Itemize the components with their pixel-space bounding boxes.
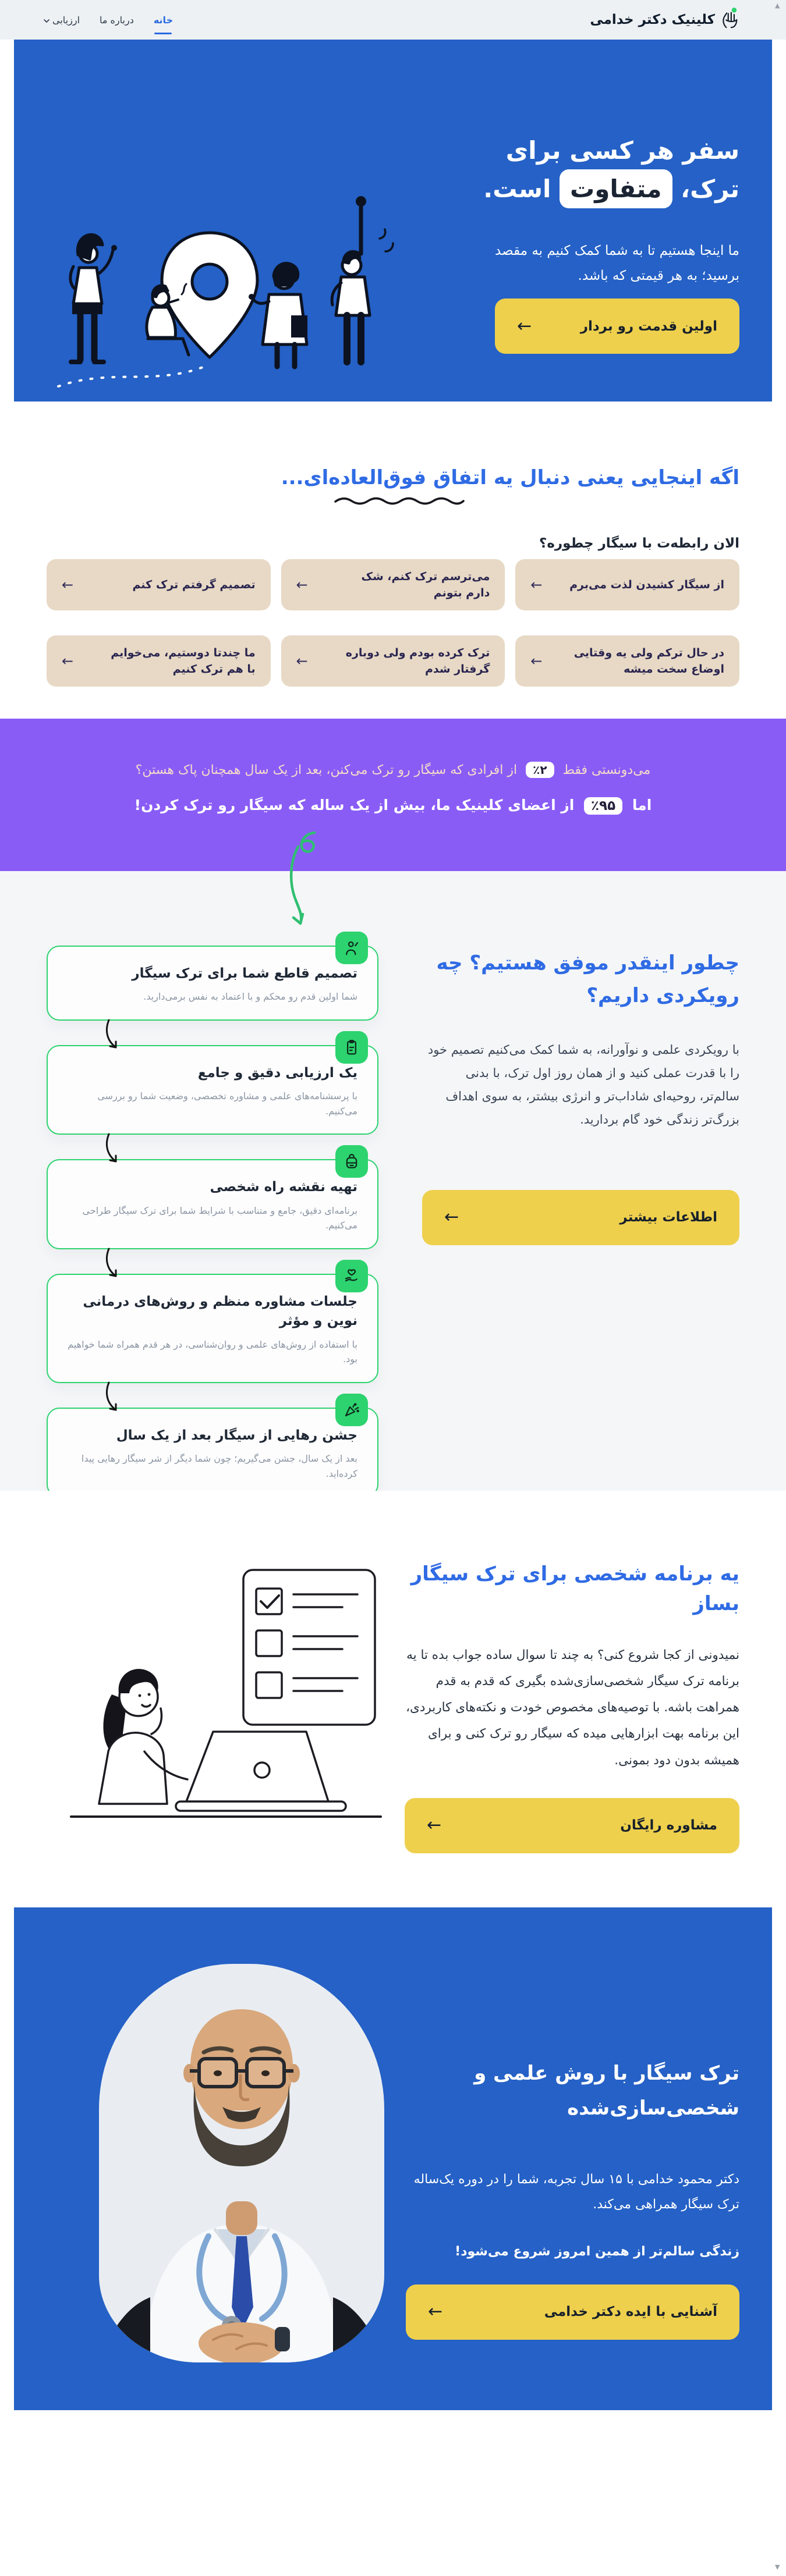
hero-title-highlight: متفاوت — [560, 169, 672, 208]
step-card-sessions: جلسات مشاوره منظم و روش‌های درمانی نوین و مؤثر با استفاده از روش‌های علمی و روان‌شناسی، در هر قدم همراه شما خواهیم بود. — [47, 1274, 378, 1383]
relationship-section — [0, 401, 786, 719]
step-card-assessment: یک ارزیابی دقیق و جامع با پرسشنامه‌های علمی و مشاوره تخصصی، وضعیت شما رو بررسی می‌کنیم. — [47, 1045, 378, 1135]
hand-sprout-logo-icon — [721, 6, 741, 34]
doctor-emphasis: زندگی سالم‌تر از همین امروز شروع می‌شود! — [455, 2244, 739, 2259]
option-card[interactable]: ما چندتا دوستیم، می‌خوایم با هم ترک کنیم ← — [47, 635, 271, 687]
backpack-icon — [335, 1145, 368, 1178]
percent-badge: ٪۹۵ — [584, 797, 622, 815]
arrow-left-icon: ← — [62, 577, 74, 593]
arrow-left-icon: ← — [296, 653, 308, 669]
option-card[interactable]: می‌ترسم ترک کنم، شک دارم بتونم ← — [281, 559, 505, 610]
approach-text — [422, 871, 739, 1491]
header — [0, 0, 786, 40]
scroll-up-icon[interactable]: ▲ — [775, 2, 780, 9]
nav-item-home[interactable]: خانه — [153, 14, 174, 26]
hero-text — [481, 40, 772, 354]
arrow-left-icon: ← — [296, 577, 308, 593]
step-card-decision: تصمیم قاطع شما برای ترک سیگار شما اولین قدم رو محکم و با اعتماد به نفس برمی‌دارید. — [47, 946, 378, 1021]
relationship-options — [47, 559, 739, 687]
hero-illustration — [35, 151, 419, 401]
plan-title: یه برنامه شخصی برای ترک سیگار بساز — [410, 1562, 739, 1615]
option-card[interactable]: از سیگار کشیدن لذت می‌برم ← — [515, 559, 739, 610]
stats-section — [0, 719, 786, 871]
plan-text — [405, 1491, 739, 1907]
squiggle-underline — [333, 496, 466, 505]
hero-title: سفر هر کسی برای ترک، متفاوت است. — [481, 132, 739, 208]
approach-title: چطور اینقدر موفق هستیم؟ چه رویکردی داریم؟ — [436, 951, 739, 1008]
doctor-photo — [99, 1964, 384, 2362]
curved-down-arrow-icon — [103, 1132, 123, 1166]
green-doodle-arrow-icon — [281, 829, 324, 928]
arrow-left-icon: ← — [444, 1207, 459, 1228]
relationship-title: اگه اینجایی یعنی دنبال یه اتفاق فوق‌العاده‌ای... — [281, 466, 739, 489]
arrow-left-icon: ← — [517, 315, 532, 336]
plan-paragraph: نمیدونی از کجا شروع کنی؟ به چند تا سوال ساده جواب بده تا یه برنامه ترک سیگار شخصی‌سازی‌شده بگیری که قدم به قدم همراهت باشه. با توصیه‌های مخصوص خودت و نکته‌های کاربردی، این برنامه بهت ابزارهایی میده که سیگار رو ترک کنی و برای همیشه بدون دود بمونی. — [406, 1648, 739, 1768]
approach-section — [0, 871, 786, 1491]
hero-section — [0, 40, 786, 401]
nav-item-about[interactable]: درباره ما — [100, 14, 134, 26]
curved-down-arrow-icon — [103, 1381, 123, 1415]
curved-down-arrow-icon — [103, 1018, 123, 1052]
doctor-text — [405, 1907, 739, 2340]
party-popper-icon — [335, 1394, 368, 1426]
option-card[interactable]: تصمیم گرفتم ترک کنم ← — [47, 559, 271, 610]
option-card[interactable]: ترک کرده بودم ولی دوباره گرفتار شدم ← — [281, 635, 505, 687]
more-info-button[interactable]: اطلاعات بیشتر ← — [422, 1190, 739, 1245]
first-step-button[interactable]: اولین قدمت رو بردار ← — [495, 299, 739, 354]
arrow-left-icon: ← — [62, 653, 74, 669]
relationship-question: الان رابطه‌ت با سیگار چطوره؟ — [539, 536, 739, 551]
clipboard-icon — [335, 1031, 368, 1064]
brand-name: کلینیک دکتر خدامی — [590, 12, 715, 27]
stat-line-95-percent: اما ٪۹۵ از اعضای کلینیک ما، بیش از یک ساله که سیگار رو ترک کردن! — [134, 797, 652, 813]
nav-item-assessment[interactable]: ارزیابی — [44, 15, 80, 26]
percent-badge: ٪۲ — [526, 762, 554, 778]
curved-down-arrow-icon — [103, 1247, 123, 1281]
step-card-celebration: جشن رهایی از سیگار بعد از یک سال بعد از یک سال، جشن می‌گیریم؛ چون شما دیگر از شر سیگار رهایی پیدا کرده‌اید. — [47, 1408, 378, 1498]
doctor-section — [0, 1907, 786, 2410]
stat-line-2-percent: می‌دونستی فقط ٪۲ از افرادی که سیگار رو ترک می‌کنن، بعد از یک سال همچنان پاک هستن؟ — [135, 763, 651, 777]
steps-list — [47, 871, 378, 1491]
scroll-down-icon[interactable]: ▼ — [775, 2563, 780, 2571]
chevron-down-icon — [44, 15, 49, 26]
arrow-left-icon: ← — [427, 1815, 442, 1836]
meet-doctor-button[interactable]: آشنایی با ایده دکتر خدامی ← — [406, 2284, 739, 2340]
doctor-title: ترک سیگار با روش علمی و شخصی‌سازی‌شده — [474, 2062, 739, 2120]
heart-hand-icon — [335, 1260, 368, 1292]
arrow-left-icon: ← — [530, 577, 543, 593]
plan-section — [0, 1491, 786, 1907]
step-card-roadmap: تهیه نقشه راه شخصی برنامه‌ای دقیق، جامع و متناسب با شرایط شما برای ترک سیگار طراحی می‌کنیم. — [47, 1159, 378, 1249]
checklist-illustration — [63, 1559, 389, 1839]
person-raising-hand-icon — [335, 932, 368, 964]
free-consultation-button[interactable]: مشاوره رایگان ← — [405, 1798, 739, 1853]
arrow-left-icon: ← — [428, 2301, 443, 2322]
footer-space — [0, 2410, 786, 2576]
main-nav — [44, 15, 173, 26]
approach-paragraph: با رویکردی علمی و نوآورانه، به شما کمک می‌کنیم تصمیم خود را با قدرت عملی کنید و از همان روز اول ترک، با بدنی سالم‌تر، روحیه‌ای شاداب‌تر و انرژی بیشتر، به سوی اهداف بزرگ‌تر زندگی خود گام بردارید. — [427, 1043, 739, 1127]
brand-logo[interactable] — [590, 6, 741, 34]
doctor-paragraph: دکتر محمود خدامی با ۱۵ سال تجربه، شما را در دوره یک‌ساله ترک سیگار همراهی می‌کند. — [413, 2172, 739, 2212]
option-card[interactable]: در حال ترکم ولی یه وقتایی اوضاع سخت میشه ← — [515, 635, 739, 687]
arrow-left-icon: ← — [530, 653, 543, 669]
hero-subtitle: ما اینجا هستیم تا به شما کمک کنیم به مقصد برسید؛ به هر قیمتی که باشد. — [495, 243, 739, 283]
